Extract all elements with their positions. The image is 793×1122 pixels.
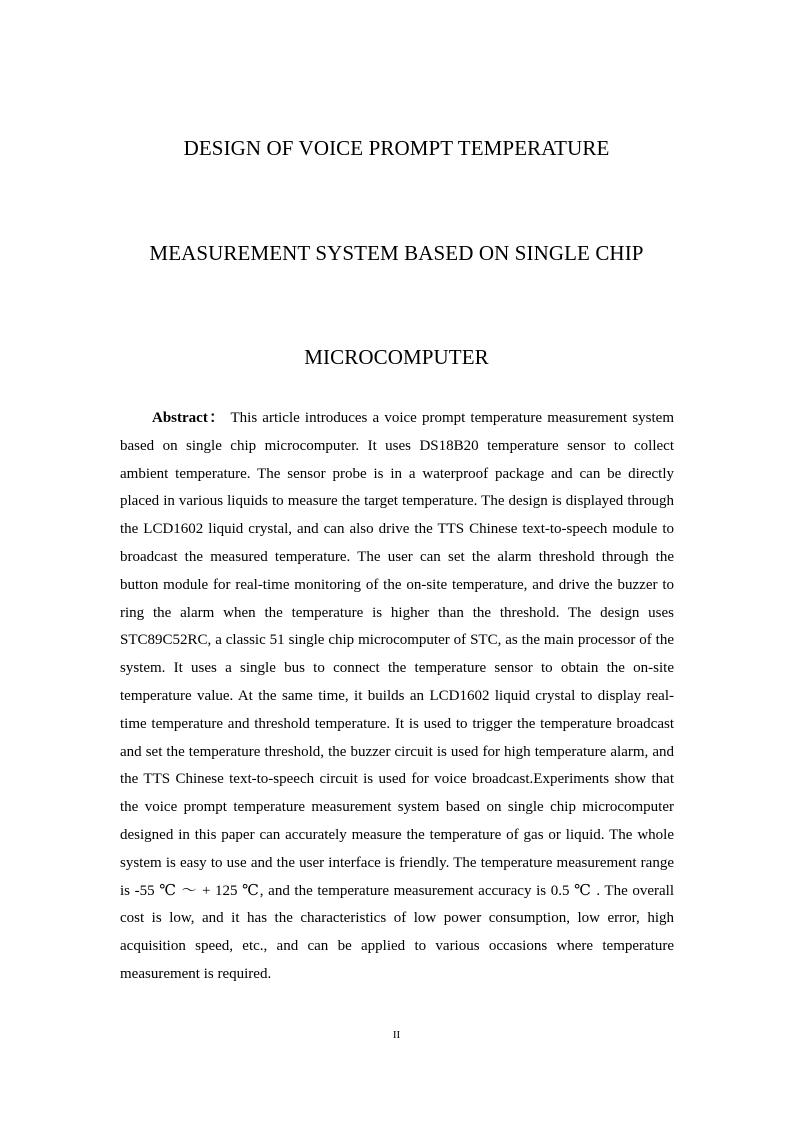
abstract-text: This article introduces a voice prompt temperature measurement system based on single chip microcomputer. It uses DS18B20 temperature sensor to collect ambient temperature. The sensor probe is in a waterproof package and can be directly placed in various liquids to measure the target temperature. The design is displayed through the LCD1602 liquid crystal, and can also drive the TTS Chinese text-to-speech module to broadcast the measured temperature. The user can set the alarm threshold through the button module for real-time monitoring of the on-site temperature, and drive the buzzer to ring the alarm when the temperature is higher than the threshold. The design uses STC89C52RC, a classic 51 single chip microcomputer of STC, as the main processor of the system. It uses a single bus to connect the temperature sensor to obtain the on-site temperature value. At the same time, it builds an LCD1602 liquid crystal to display real-time temperature and threshold temperature. It is used to trigger the temperature broadcast and set the temperature threshold, the buzzer circuit is used for high temperature alarm, and the TTS Chinese text-to-speech circuit is used for voice broadcast.Experiments show that the voice prompt temperature measurement system based on single chip microcomputer designed in this paper can accurately measure the temperature of gas or liquid. The whole system is easy to use and the user interface is friendly. The temperature measurement range is -55 ℃ ～ + 125 ℃, and the temperature measurement accuracy is 0.5 ℃ . The overall cost is low, and it has the characteristics of low power consumption, low error, high acquisition speed, etc., and can be applied to various occasions where temperature measurement is required. [120, 410, 674, 982]
page-number: II [392, 1029, 401, 1041]
title-line-2: MEASUREMENT SYSTEM BASED ON SINGLE CHIP [149, 241, 644, 265]
title-line-3: MICROCOMPUTER [304, 345, 489, 369]
title-line-1: DESIGN OF VOICE PROMPT TEMPERATURE [183, 136, 610, 160]
abstract-paragraph [120, 405, 674, 989]
abstract-label: Abstract： [152, 410, 226, 426]
